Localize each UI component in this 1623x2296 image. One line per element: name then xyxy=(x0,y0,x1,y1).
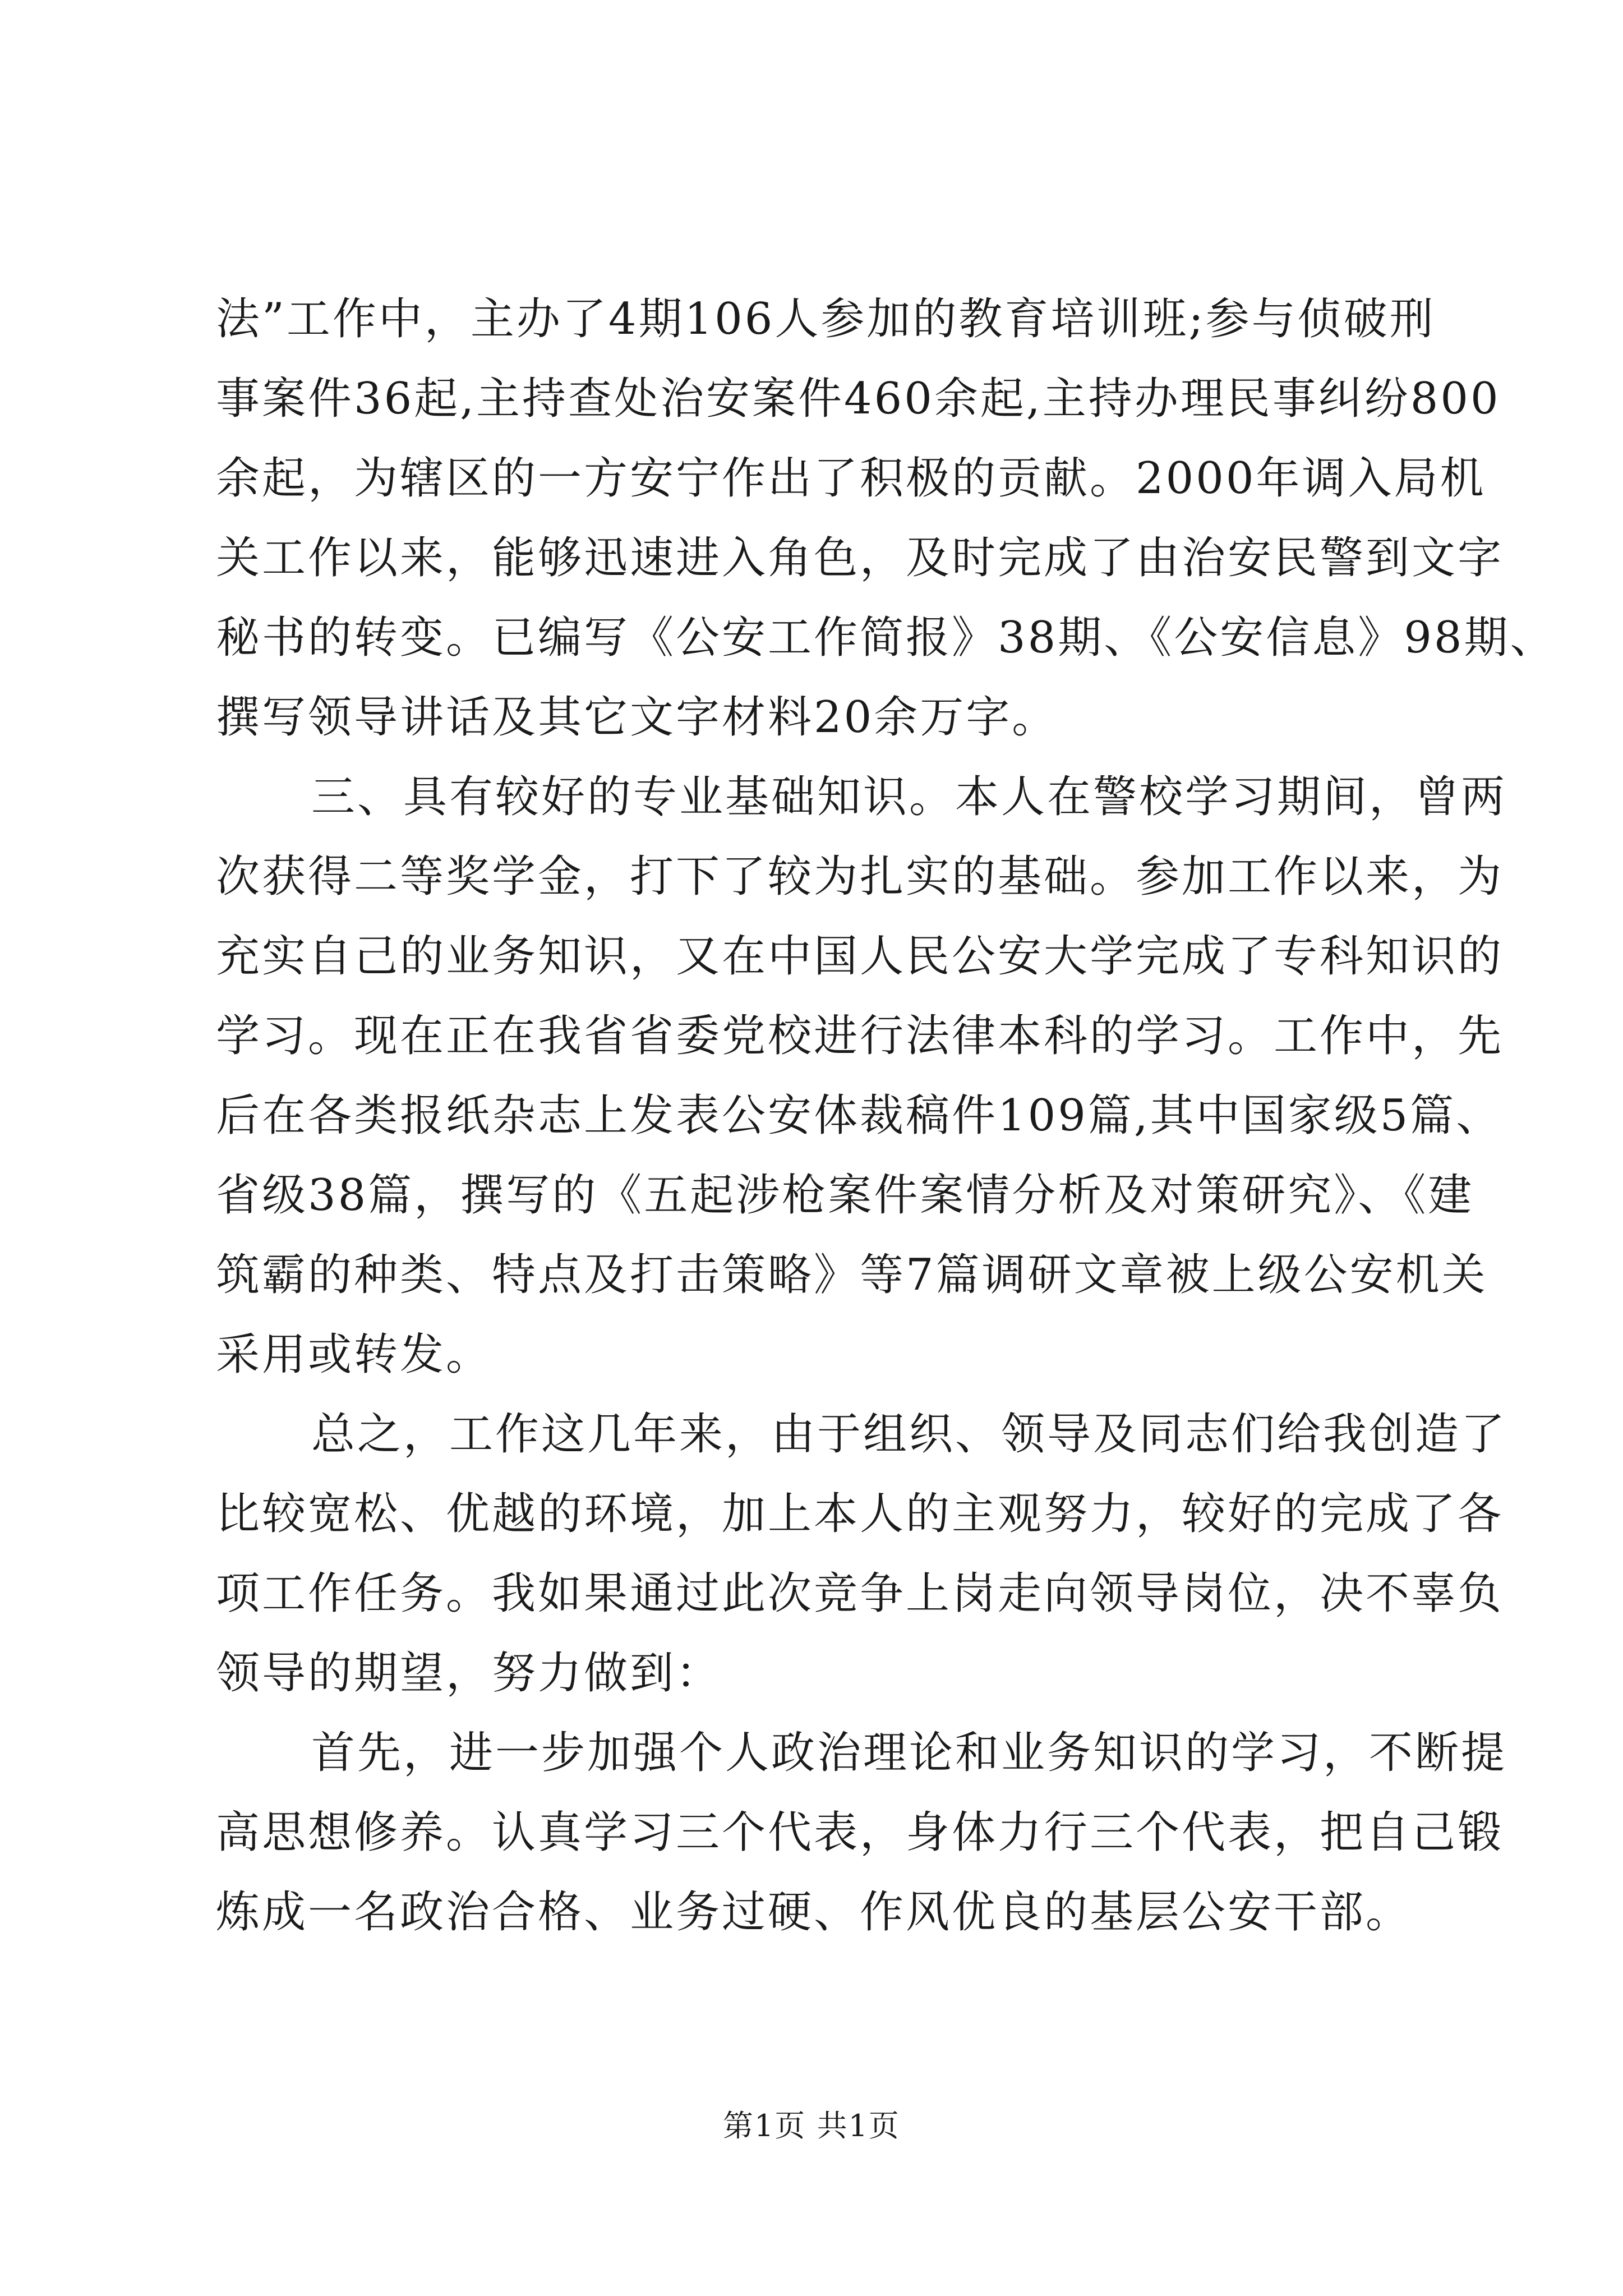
text-line: 总之，工作这几年来，由于组织、领导及同志们给我创造了 xyxy=(311,1409,1507,1460)
text-line: 余起，为辖区的一方安宁作出了积极的贡献。2000年调入局机 xyxy=(216,453,1486,504)
text-line: 筑霸的种类、特点及打击策略》等7篇调研文章被上级公安机关 xyxy=(216,1250,1488,1300)
text-line: 次获得二等奖学金，打下了较为扎实的基础。参加工作以来，为 xyxy=(216,852,1504,902)
text-line: 领导的期望，努力做到： xyxy=(216,1648,722,1699)
text-line: 关工作以来，能够迅速进入角色，及时完成了由治安民警到文字 xyxy=(216,533,1504,583)
document-body xyxy=(216,279,1556,1952)
text-line: 充实自己的业务知识，又在中国人民公安大学完成了专科知识的 xyxy=(216,931,1504,982)
text-line: 秘书的转变。已编写《公安工作简报》38期、《公安信息》98期、 xyxy=(216,613,1556,663)
page-footer: 第1页 共1页 xyxy=(723,2108,900,2143)
text-line: 高思想修养。认真学习三个代表，身体力行三个代表，把自己锻 xyxy=(216,1807,1504,1858)
text-line: 学习。现在正在我省省委党校进行法律本科的学习。工作中，先 xyxy=(216,1011,1504,1061)
text-line: 三、具有较好的专业基础知识。本人在警校学习期间，曾两 xyxy=(311,772,1507,822)
text-line: 采用或转发。 xyxy=(216,1329,492,1380)
text-line: 项工作任务。我如果通过此次竞争上岗走向领导岗位，决不辜负 xyxy=(216,1568,1504,1619)
text-line: 炼成一名政治合格、业务过硬、作风优良的基层公安干部。 xyxy=(216,1887,1412,1938)
text-line: 事案件36起,主持查处治安案件460余起,主持办理民事纠纷800 xyxy=(216,374,1501,424)
text-line: 省级38篇，撰写的《五起涉枪案件案情分析及对策研究》、《建 xyxy=(216,1170,1474,1221)
text-line: 后在各类报纸杂志上发表公安体裁稿件109篇,其中国家级5篇、 xyxy=(216,1091,1502,1141)
text-line: 撰写领导讲话及其它文字材料20余万字。 xyxy=(216,692,1058,743)
text-line: 法”工作中，主办了4期106人参加的教育培训班;参与侦破刑 xyxy=(216,294,1436,344)
text-line: 比较宽松、优越的环境，加上本人的主观努力，较好的完成了各 xyxy=(216,1489,1504,1539)
text-line: 首先，进一步加强个人政治理论和业务知识的学习，不断提 xyxy=(311,1728,1507,1778)
